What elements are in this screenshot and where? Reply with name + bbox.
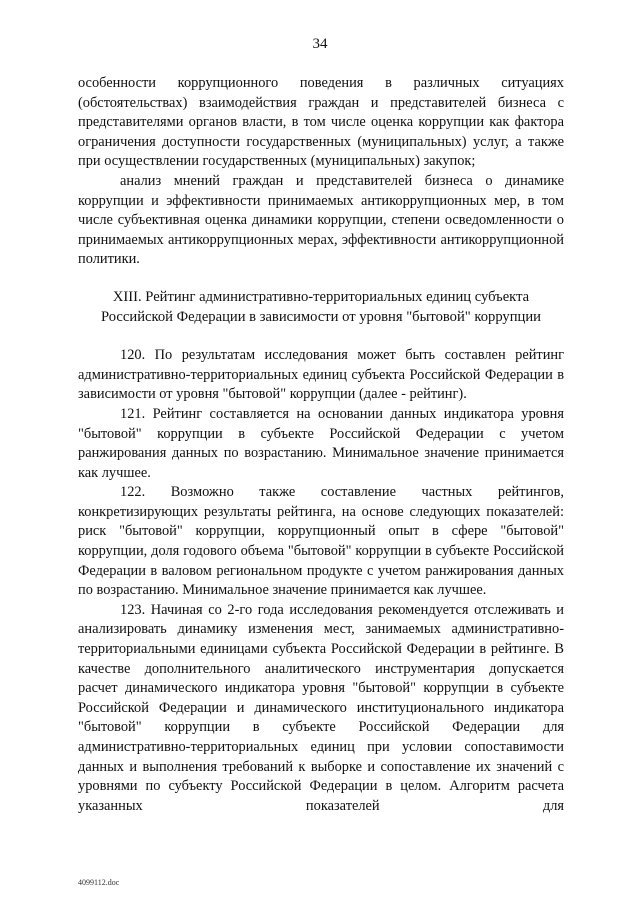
section-heading-line-2: Российской Федерации в зависимости от уровня "бытовой" коррупции	[101, 308, 541, 325]
section-heading-line-1: XIII. Рейтинг административно-территориальных единиц субъекта	[112, 288, 530, 305]
paragraph-120: 120. По результатам исследования может быть составлен рейтинг административно-территориальных единиц субъекта Российской Федерации в зависимости от уровня "бытовой" коррупции (далее - рейтинг).	[78, 347, 564, 403]
page-number: 34	[312, 36, 328, 52]
paragraph-121: 121. Рейтинг составляется на основании данных индикатора уровня "бытовой" коррупции в субъекте Российской Федерации с учетом ранжирования данных по возрастанию. Минимальное значение принимается как лучшее.	[78, 405, 564, 481]
paragraph-123: 123. Начиная со 2-го года исследования рекомендуется отслеживать и анализировать динамику изменения мест, занимаемых административно-территориальными единицами субъекта Российской Федерации в рейтинге. В качестве дополнительного аналитического инструментария допускается расчет динамического индикатора уровня "бытовой" коррупции в субъекте Российской Федерации и динамического институционального индикатора "бытовой" коррупции в субъекте Российской Федерации для административно-территориальных единиц при условии сопоставимости данных и выполнения требований к выборке и сопоставление их значений с уровнями по субъекту Российской Федерации в целом. Алгоритм расчета указанных показателей для	[78, 601, 564, 814]
document-body	[78, 74, 564, 816]
section-heading	[78, 288, 564, 327]
paragraph-behavior-features: особенности коррупционного поведения в различных ситуациях (обстоятельствах) взаимодействия граждан и представителей бизнеса с представителями органов власти, в том числе оценка коррупции как фактора ограничения доступности государственных (муниципальных) услуг, а также при осуществлении государственных (муниципальных) закупок;	[78, 75, 564, 170]
paragraph-opinion-analysis: анализ мнений граждан и представителей бизнеса о динамике коррупции и эффективности принимаемых антикоррупционных мер, в том числе субъективная оценка динамики коррупции, степени осведомленности о принимаемых антикоррупционных мерах, эффективности антикоррупционной политики.	[78, 172, 564, 268]
footer-filename: 4099112.doc	[78, 878, 120, 887]
paragraph-122: 122. Возможно также составление частных рейтингов, конкретизирующих результаты рейтинга, на основе следующих показателей: риск "бытовой" коррупции, коррупционный опыт в сфере "бытовой" коррупции, доля годового объема "бытовой" коррупции в субъекте Российской Федерации в валовом региональном продукте с учетом ранжирования данных по возрастанию. Минимальное значение принимается как лучшее.	[78, 484, 564, 599]
